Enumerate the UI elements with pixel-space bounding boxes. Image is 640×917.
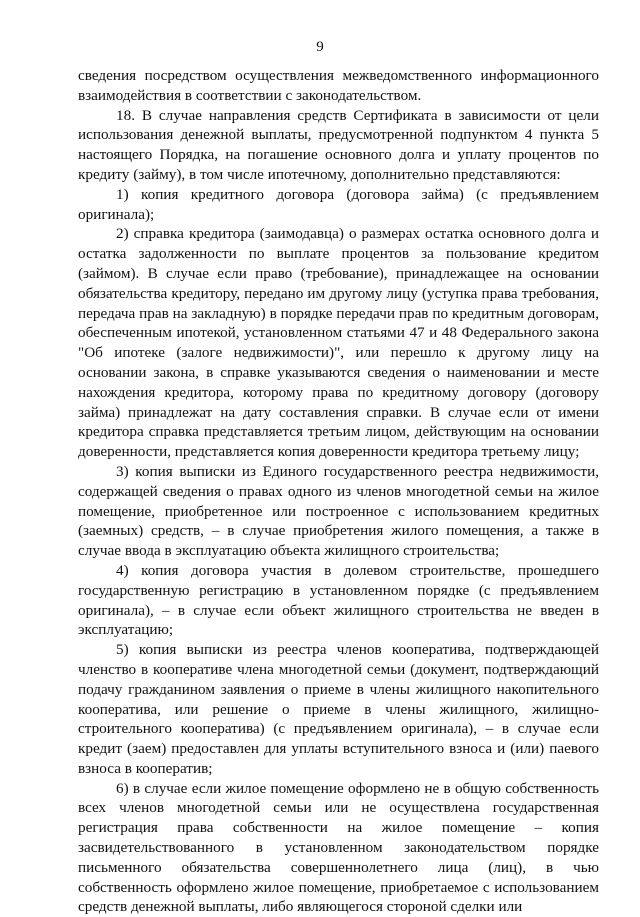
paragraph-continuation: сведения посредством осуществления межведомственного информационного взаимодействия в соответствии с законодательством.: [78, 67, 599, 104]
paragraph-item-6: 6) в случае если жилое помещение оформлено не в общую собственность всех членов многодетной семьи или не осуществлена государственная регистрация права собственности на жилое помещение – копия засвидетельствованного в установленном законодательством порядке письменного обязательства совершеннолетнего лица (лиц), в чью собственность оформлено жилое помещение, приобретаемое с использованием средств денежной выплаты, либо являющегося стороной сделки или: [78, 779, 599, 916]
paragraph-item-4: 4) копия договора участия в долевом строительстве, прошедшего государственную регистрацию в установленном порядке (с предъявлением оригинала), – в случае если объект жилищного строительства не введен в эксплуатацию;: [78, 561, 599, 639]
page-number: 9: [316, 39, 324, 55]
paragraph-item-1: 1) копия кредитного договора (договора займа) (с предъявлением оригинала);: [78, 185, 599, 223]
paragraph-item-3: 3) копия выписки из Единого государственного реестра недвижимости, содержащей сведения о правах одного из членов многодетной семьи на жилое помещение, приобретенное или построенное с использованием кредитных (заемных) средств, – в случае приобретения жилого помещения, а также в случае ввода в эксплуатацию объекта жилищного строительства;: [78, 462, 599, 560]
paragraph-item-2: 2) справка кредитора (заимодавца) о размерах остатка основного долга и остатка задолженности по выплате процентов за пользование кредитом (займом). В случае если право (требование), принадлежащее на основании обязательства кредитору, передано им другому лицу (уступка права требования, передача прав на закладную) в порядке передачи прав по кредитным договорам, обеспеченным ипотекой, установленном статьями 47 и 48 Федерального закона "Об ипотеке (залоге недвижимости)", или перешло к другому лицу на основании закона, в справке указываются сведения о наименовании и месте нахождения кредитора, которому права по кредитному договору (договору займа) принадлежат на дату составления справки. В случае если от имени кредитора справка представляется третьим лицом, действующим на основании доверенности, представляется копия доверенности кредитора третьему лицу;: [78, 225, 599, 461]
paragraph-clause-18: 18. В случае направления средств Сертификата в зависимости от цели использования денежной выплаты, предусмотренной подпунктом 4 пункта 5 настоящего Порядка, на погашение основного долга и уплату процентов по кредиту (займу), в том числе ипотечному, дополнительно представляются:: [78, 106, 599, 183]
document-body: [78, 66, 599, 917]
paragraph-item-5: 5) копия выписки из реестра членов кооператива, подтверждающей членство в кооперативе члена многодетной семьи (документ, подтверждающий подачу гражданином заявления о приеме в члены жилищного накопительного кооператива, или решение о приеме в члены жилищного, жилищно-строительного кооператива) (с предъявлением оригинала), – в случае если кредит (заем) предоставлен для уплаты вступительного взноса и (или) паевого взноса в кооператив;: [78, 641, 599, 777]
